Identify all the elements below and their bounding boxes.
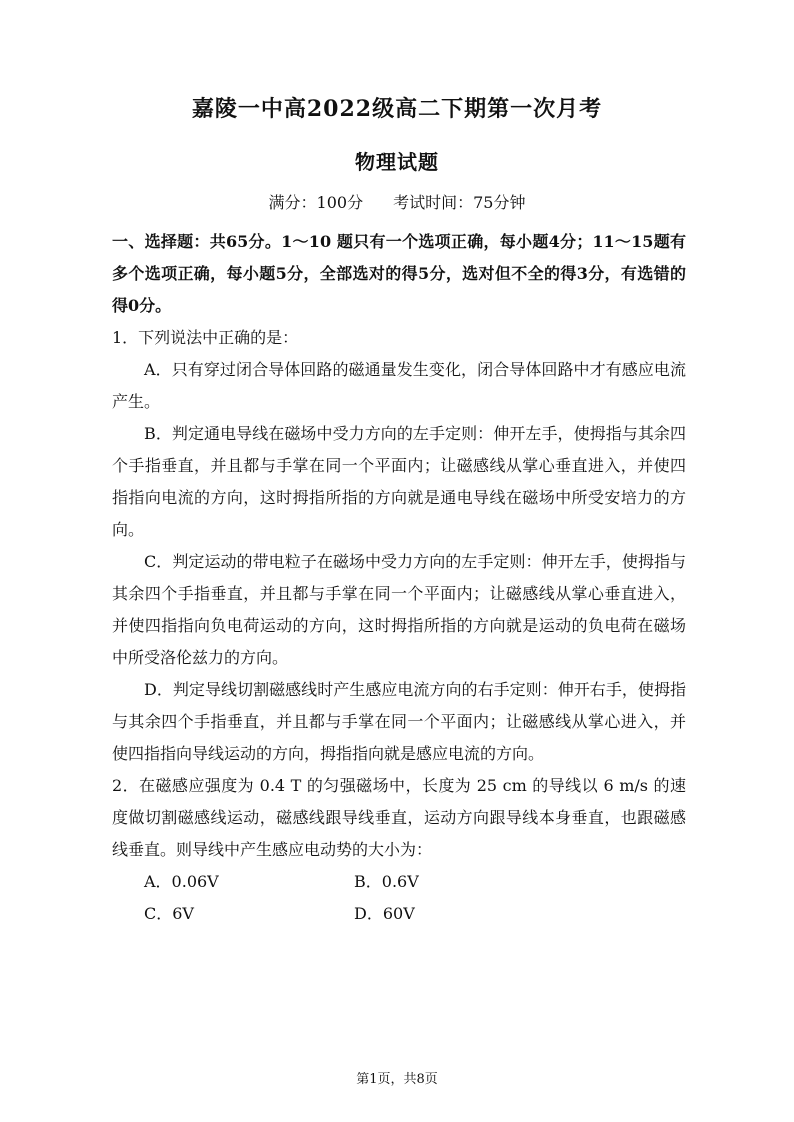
exam-info [0,190,794,213]
section-heading: 一、选择题：共65分。1～10 题只有一个选项正确，每小题4分；11～15题有多个选项正确，每小题5分，全部选对的得5分，选对但不全的得3分，有选错的得0分。 [112,232,686,315]
question-1-option-c: C．判定运动的带电粒子在磁场中受力方向的左手定则：伸开左手，使拇指与其余四个手指垂直，并且都与手掌在同一个平面内；让磁感线从掌心垂直进入，并使四指指向负电荷运动的方向，这时拇指所指的方向就是运动的负电荷在磁场中所受洛伦兹力的方向。 [112,552,686,667]
exam-time: 考试时间：75分钟 [393,193,526,212]
question-2-stem: 2．在磁感应强度为 0.4 T 的匀强磁场中，长度为 25 cm 的导线以 6 m/s 的速度做切割磁感线运动，磁感线跟导线垂直，运动方向跟导线本身垂直，也跟磁感线垂直。则导线中产生感应电动势的大小为： [112,776,686,859]
question-2-options-row-1 [112,866,686,898]
question-1-option-a: A．只有穿过闭合导体回路的磁通量发生变化，闭合导体回路中才有感应电流产生。 [112,360,686,411]
full-score: 满分：100分 [268,193,364,212]
question-1-stem: 1．下列说法中正确的是： [112,328,299,347]
question-2-option-a: A．0.06V [144,872,219,891]
question-2-option-b: B．0.6V [354,872,419,891]
question-1-option-b: B．判定通电导线在磁场中受力方向的左手定则：伸开左手，使拇指与其余四个手指垂直，并且都与手掌在同一个平面内；让磁感线从掌心垂直进入，并使四指指向电流的方向，这时拇指所指的方向就是通电导线在磁场中所受安培力的方向。 [112,424,686,539]
exam-title: 嘉陵一中高2022级高二下期第一次月考 [191,96,603,122]
question-2-options-row-2 [112,898,686,930]
question-2-option-c: C．6V [144,904,194,923]
subject-title: 物理试题 [355,150,439,174]
question-1-option-d: D．判定导线切割磁感线时产生感应电流方向的右手定则：伸开右手，使拇指与其余四个手指垂直，并且都与手掌在同一个平面内；让磁感线从掌心进入，并使四指指向导线运动的方向，拇指指向就是感应电流的方向。 [112,680,686,763]
page-footer: 第1页，共8页 [356,1072,438,1087]
question-2-option-d: D．60V [354,904,415,923]
exam-body [112,226,686,930]
